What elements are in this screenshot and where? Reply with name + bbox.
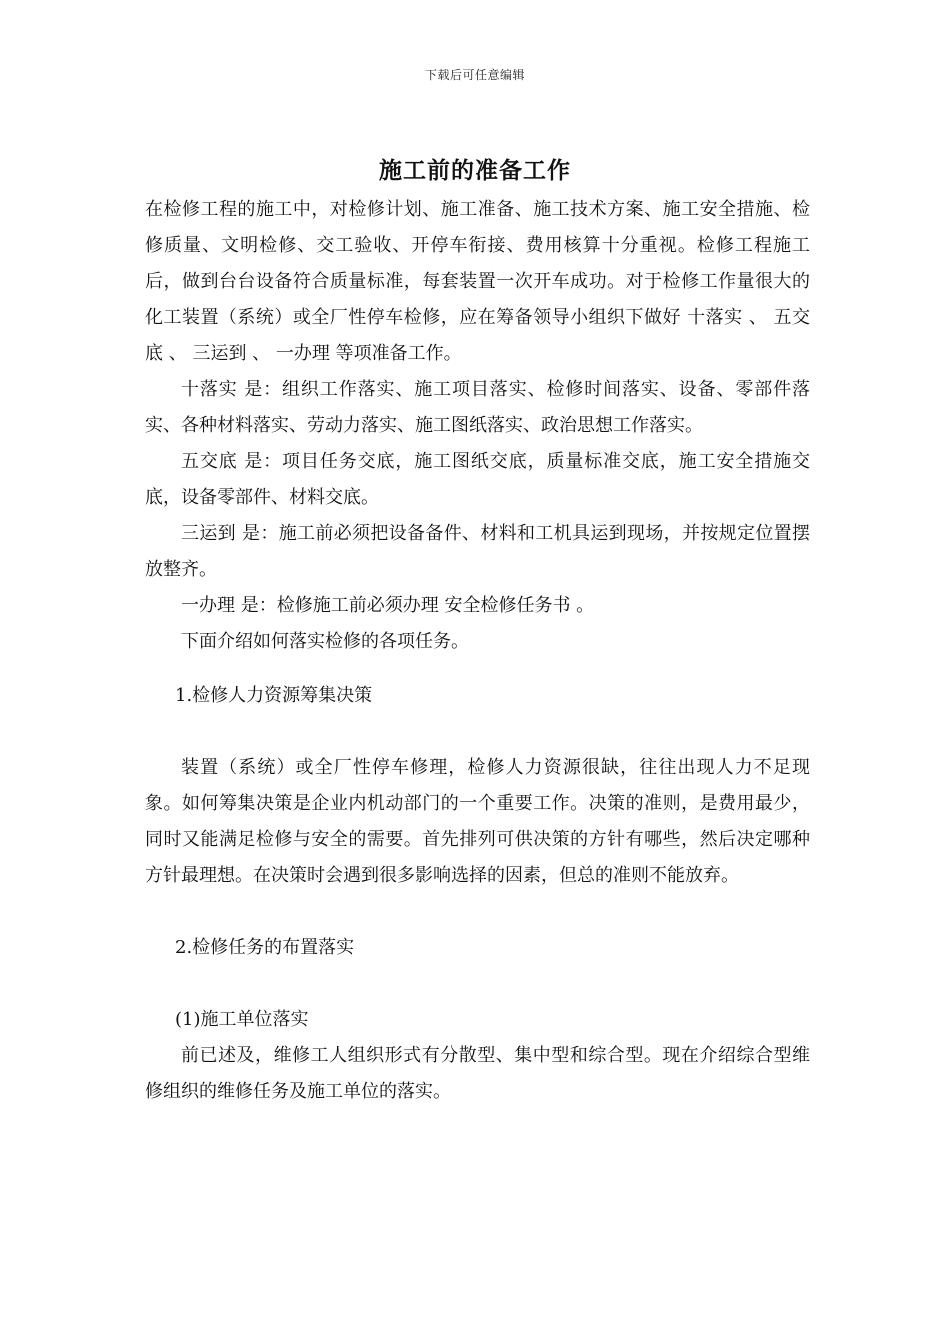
paragraph-intro: 在检修工程的施工中，对检修计划、施工准备、施工技术方案、施工安全措施、检修质量、文明检修、交工验收、开停车衔接、费用核算十分重视。检修工程施工后，做到台台设备符合质量标准，每套装置一次开车成功。对于检修工作量很大的化工装置（系统）或全厂性停车检修，应在筹备领导小组织下做好 十落实 、 五交底 、 三运到 、 一办理 等项准备工作。	[145, 199, 810, 364]
paragraph-san-yundao: 三运到 是：施工前必须把设备备件、材料和工机具运到现场，并按规定位置摆放整齐。	[145, 523, 810, 580]
paragraph-shi-luoshi: 十落实 是：组织工作落实、施工项目落实、检修时间落实、设备、零部件落实、各种材料落实、劳动力落实、施工图纸落实、政治思想工作落实。	[145, 379, 810, 436]
paragraph-yi-banli: 一办理 是：检修施工前必须办理 安全检修任务书 。	[181, 595, 595, 616]
document-title: 施工前的准备工作	[379, 157, 571, 184]
section-1-body: 装置（系统）或全厂性停车修理，检修人力资源很缺，往往出现人力不足现象。如何筹集决策是企业内机动部门的一个重要工作。决策的准则，是费用最少，同时又能满足检修与安全的需要。首先排列可供决策的方针有哪些，然后决定哪种方针最理想。在决策时会遇到很多影响选择的因素，但总的准则不能放弃。	[145, 757, 810, 886]
spacer	[145, 966, 810, 1002]
page-header-note: 下载后可任意编辑	[424, 68, 525, 82]
section-2-heading: 2.检修任务的布置落实	[175, 937, 355, 958]
section-1-heading: 1.检修人力资源筹集决策	[175, 685, 373, 706]
spacer	[145, 894, 810, 930]
subsection-1-body: 前已述及，维修工人组织形式有分散型、集中型和综合型。现在介绍综合型维修组织的维修任务及施工单位的落实。	[145, 1045, 810, 1102]
subsection-1-heading: (1)施工单位落实	[175, 1009, 309, 1030]
paragraph-intro-next: 下面介绍如何落实检修的各项任务。	[181, 631, 469, 652]
document-body	[145, 192, 810, 1110]
paragraph-wu-jiaodi: 五交底 是：项目任务交底，施工图纸交底，质量标准交底，施工安全措施交底，设备零部件、材料交底。	[145, 451, 810, 508]
spacer	[145, 714, 810, 750]
spacer	[145, 660, 810, 678]
